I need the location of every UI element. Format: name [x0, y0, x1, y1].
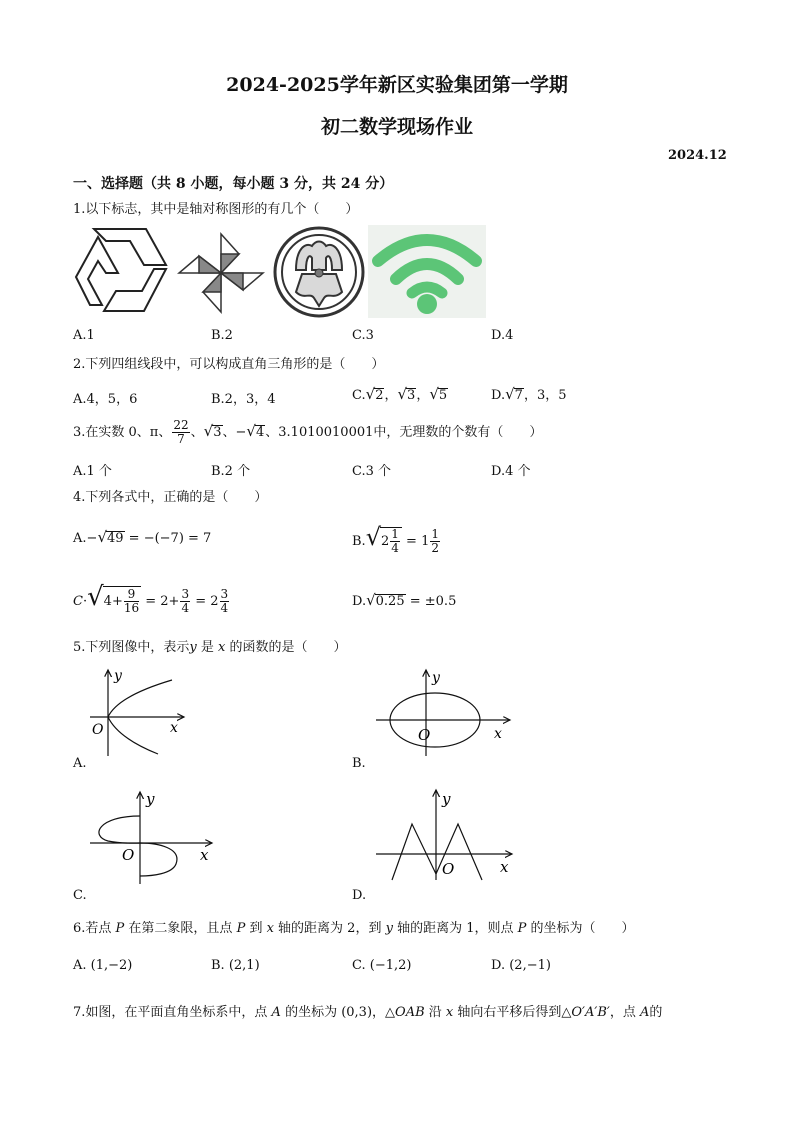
q2-option-a: A.4，5，6	[73, 392, 138, 407]
graph-b	[374, 666, 514, 758]
svg-text:y: y	[442, 790, 451, 808]
q1-option-d: D.4	[491, 328, 514, 343]
svg-text:O: O	[442, 860, 455, 878]
question-3-stem: 3.在实数 0、π、 $\frac{22}{7}$ 、√3、−√4、3.1010010001中，无理数的个数有（ ）	[73, 418, 543, 446]
q5-label-d: D.	[352, 888, 367, 903]
svg-text:y: y	[146, 790, 155, 808]
graph-d	[374, 784, 516, 884]
q1-option-b: B.2	[211, 328, 233, 343]
document-date: 2024.12	[668, 148, 727, 163]
q3-option-a: A.1 个	[73, 464, 112, 479]
svg-text:y: y	[432, 670, 440, 686]
circle-m-logo	[272, 226, 366, 318]
question-5-stem: 5.下列图像中，表示y 是 x 的函数的是（ ）	[73, 640, 347, 655]
svg-text:y: y	[114, 668, 122, 684]
q6-option-c: C. (−1,2)	[352, 958, 412, 973]
svg-text:x: x	[170, 720, 178, 736]
q2-option-d: D.√7，3，5	[491, 385, 567, 403]
question-2-stem: 2.下列四组线段中，可以构成直角三角形的是（ ）	[73, 357, 385, 372]
svg-text:O: O	[418, 726, 431, 744]
q5-label-a: A.	[73, 756, 87, 771]
q5-label-b: B.	[352, 756, 366, 771]
q2-option-c: C.√2，√3，√5	[352, 385, 448, 403]
svg-text:x: x	[500, 858, 509, 876]
recycle-logo	[72, 225, 170, 315]
q6-option-a: A. (1,−2)	[73, 958, 133, 973]
wifi-dot	[417, 294, 437, 314]
q5-label-c: C.	[73, 888, 87, 903]
q6-option-d: D. (2,−1)	[491, 958, 551, 973]
q4-option-c: C·√4+ $\frac{9}{16}$ = 2+ $\frac{3}{4}$ = 2 $\frac{3}{4}$	[73, 582, 229, 615]
svg-text:x: x	[200, 846, 209, 864]
q4-option-a: A.−√49 = −(−7) = 7	[73, 528, 212, 546]
q6-option-b: B. (2,1)	[211, 958, 260, 973]
q4-option-b: B.√2 $\frac{1}{4}$ = 1 $\frac{1}{2}$	[352, 523, 439, 555]
document-subtitle: 初二数学现场作业	[320, 116, 473, 138]
wifi-logo	[368, 225, 486, 318]
graph-a	[88, 666, 188, 758]
q3-option-d: D.4 个	[491, 464, 531, 479]
fraction-22-7: $\frac{22}{7}$	[173, 418, 189, 446]
question-6-stem: 6.若点 P 在第二象限，且点 P 到 x 轴的距离为 2，到 y 轴的距离为 1，则点 P 的坐标为（ ）	[73, 921, 635, 936]
question-4-stem: 4.下列各式中，正确的是（ ）	[73, 490, 268, 505]
svg-text:x: x	[494, 726, 502, 742]
section-heading: 一、选择题（共 8 小题，每小题 3 分，共 24 分）	[73, 176, 394, 192]
q1-option-c: C.3	[352, 328, 374, 343]
pinwheel-logo	[177, 232, 265, 314]
graph-c	[88, 786, 216, 886]
svg-text:O: O	[92, 722, 104, 738]
q1-option-a: A.1	[73, 328, 95, 343]
svg-text:O: O	[122, 846, 135, 864]
q3-option-b: B.2 个	[211, 464, 251, 479]
q3-option-c: C.3 个	[352, 464, 392, 479]
question-1-stem: 1.以下标志，其中是轴对称图形的有几个（ ）	[73, 202, 359, 217]
q4-option-d: D.√0.25 = ±0.5	[352, 591, 457, 609]
q2-option-b: B.2，3，4	[211, 392, 276, 407]
document-title: 2024-2025学年新区实验集团第一学期	[226, 74, 568, 96]
question-7-stem: 7.如图，在平面直角坐标系中，点 A 的坐标为 (0,3)，△OAB 沿 x 轴向右平移后得到△O′A′B′，点 A的	[73, 1005, 663, 1020]
